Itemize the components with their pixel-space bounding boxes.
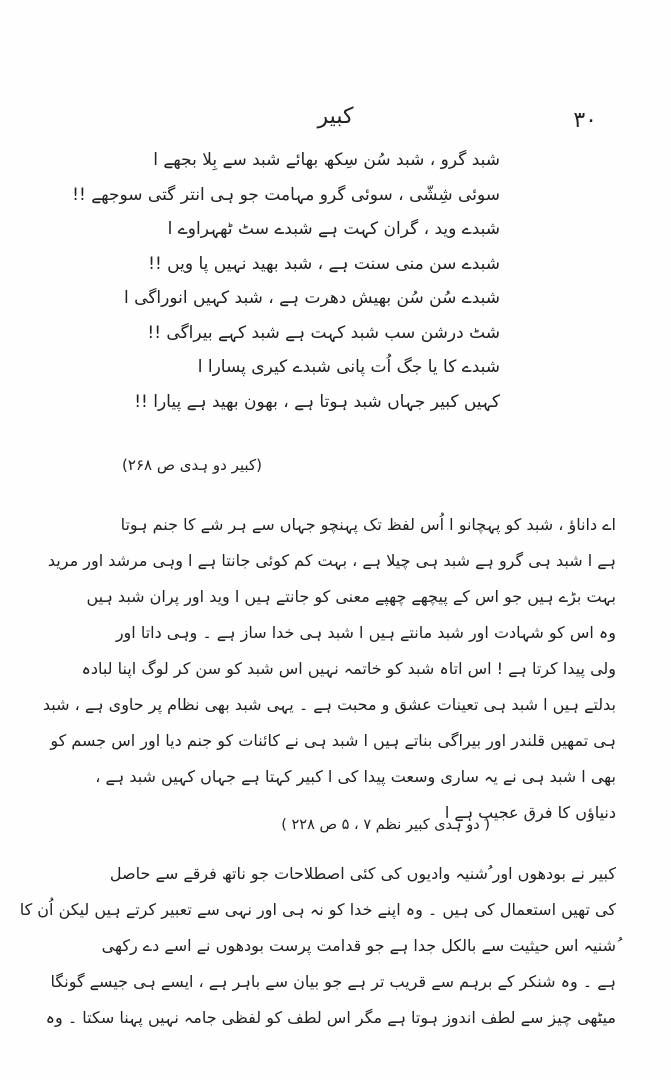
- verse-line: شبدے سُن سُن بھیش دھرت ہے ، شبد کہیں انوراگی ا: [124, 288, 500, 308]
- prose-line: بدلتے ہیں ا شبد ہی تعینات عشق و محبت ہے ۔ یہی شبد بھی نظام پر حاوی ہے ، شبد: [42, 695, 616, 714]
- prose-line: ولی پیدا کرتا ہے ! اس اتاہ شبد کو خاتمہ نہیں اس شبد کو سن کر لوگ اپنا لبادہ: [81, 659, 616, 678]
- prose-line: کی تھیں استعمال کی ہیں ۔ وہ اپنے خدا کو نہ ہی اور نہی سے تعبیر کرتے ہیں لیکن اُن کا: [19, 900, 616, 919]
- verse-line: شبدے وید ، گران کہت ہے شبدے سٹ ٹھہراوے ا: [167, 219, 500, 239]
- verse-line: کہیں کبیر جہاں شبد ہوتا ہے ، بھون بھید ہے پیارا !!: [134, 391, 500, 412]
- prose-line: ہے ۔ وہ شنکر کے برہم سے قریب تر ہے جو بیان سے باہر ہے ، ایسے ہی جیسے گونگا: [50, 972, 616, 991]
- prose-line: وہ اس کو شہادت اور شبد مانتے ہیں ا شبد ہی خدا ساز ہے ۔ وہی داتا اور: [115, 623, 616, 642]
- prose-line: ہی تمھیں قلندر اور بیراگی بناتے ہیں ا شبد ہی نے کائنات کو جنم دیا اور اس جسم کو: [50, 731, 616, 750]
- prose-paragraph-1: [42, 507, 616, 831]
- page-header: [0, 94, 671, 134]
- verse-block: [72, 143, 500, 419]
- prose-line: دنیاؤں کا فرق عجیب ہے ا: [444, 803, 616, 822]
- verse-line: شبدے کا یا جگ اُت پانی شبدے کیری پسارا ا: [197, 357, 500, 377]
- prose-line: میٹھی چیز سے لطف اندوز ہوتا ہے مگر اس لطف کو لفظی جامہ نہیں پہنا سکتا ۔ وہ: [45, 1008, 616, 1027]
- prose-line: بھی ا شبد ہی نے یہ ساری وسعت پیدا کی ا کبیر کہتا ہے جہاں کہیں شبد ہے ،: [95, 767, 616, 786]
- page-number: ۳۰: [573, 108, 597, 133]
- prose-line: بہت بڑے ہیں جو اس کے پیچھے چھپے معنی کو جانتے ہیں ا وید اور پران شبد ہیں: [86, 587, 616, 606]
- prose-line: اے داناؤ ، شبد کو پہچانو ا اُس لفظ تک پہنچو جہاں سے ہر شے کا جنم ہوتا: [120, 515, 616, 534]
- verse-line: سوئی شِشّی ، سوئی گرو مہامت جو ہی انتر گتی سوجھے !!: [72, 184, 500, 205]
- verse-line: شبد گرو ، شبد سُن سِکھ بھائے شبد سے بِلا بجھے ا: [153, 150, 500, 170]
- verse-line: شبدے سن منی سنت ہے ، شبد بھید نہیں پا ویں !!: [148, 253, 500, 274]
- verse-citation: (کبیر دو ہدی ص ۲۶۸): [122, 456, 262, 474]
- prose-line: ہے ا شبد ہی گرو ہے شبد ہی چیلا ہے ، بہت کم کوئی جانتا ہے ا وہی مرشد اور مرید: [47, 551, 616, 570]
- prose-line: ُشنیہ اس حیثیت سے بالکل جدا ہے جو قدامت پرست بودھوں نے اسے دے رکھی: [101, 936, 616, 955]
- running-title: کبیر: [317, 104, 354, 129]
- prose-line: کبیر نے بودھوں اور ُشنیہ وادیوں کی کئی اصطلاحات جو ناتھ فرقے سے حاصل: [109, 864, 616, 883]
- prose-citation: ( دو ہدی کبیر نظم ۷ ، ۵ ص ۲۲۸ ): [281, 817, 490, 833]
- prose-paragraph-2: [19, 856, 616, 1036]
- verse-line: شٹ درشن سب شبد کہت ہے شبد کہے بیراگی !!: [147, 322, 500, 343]
